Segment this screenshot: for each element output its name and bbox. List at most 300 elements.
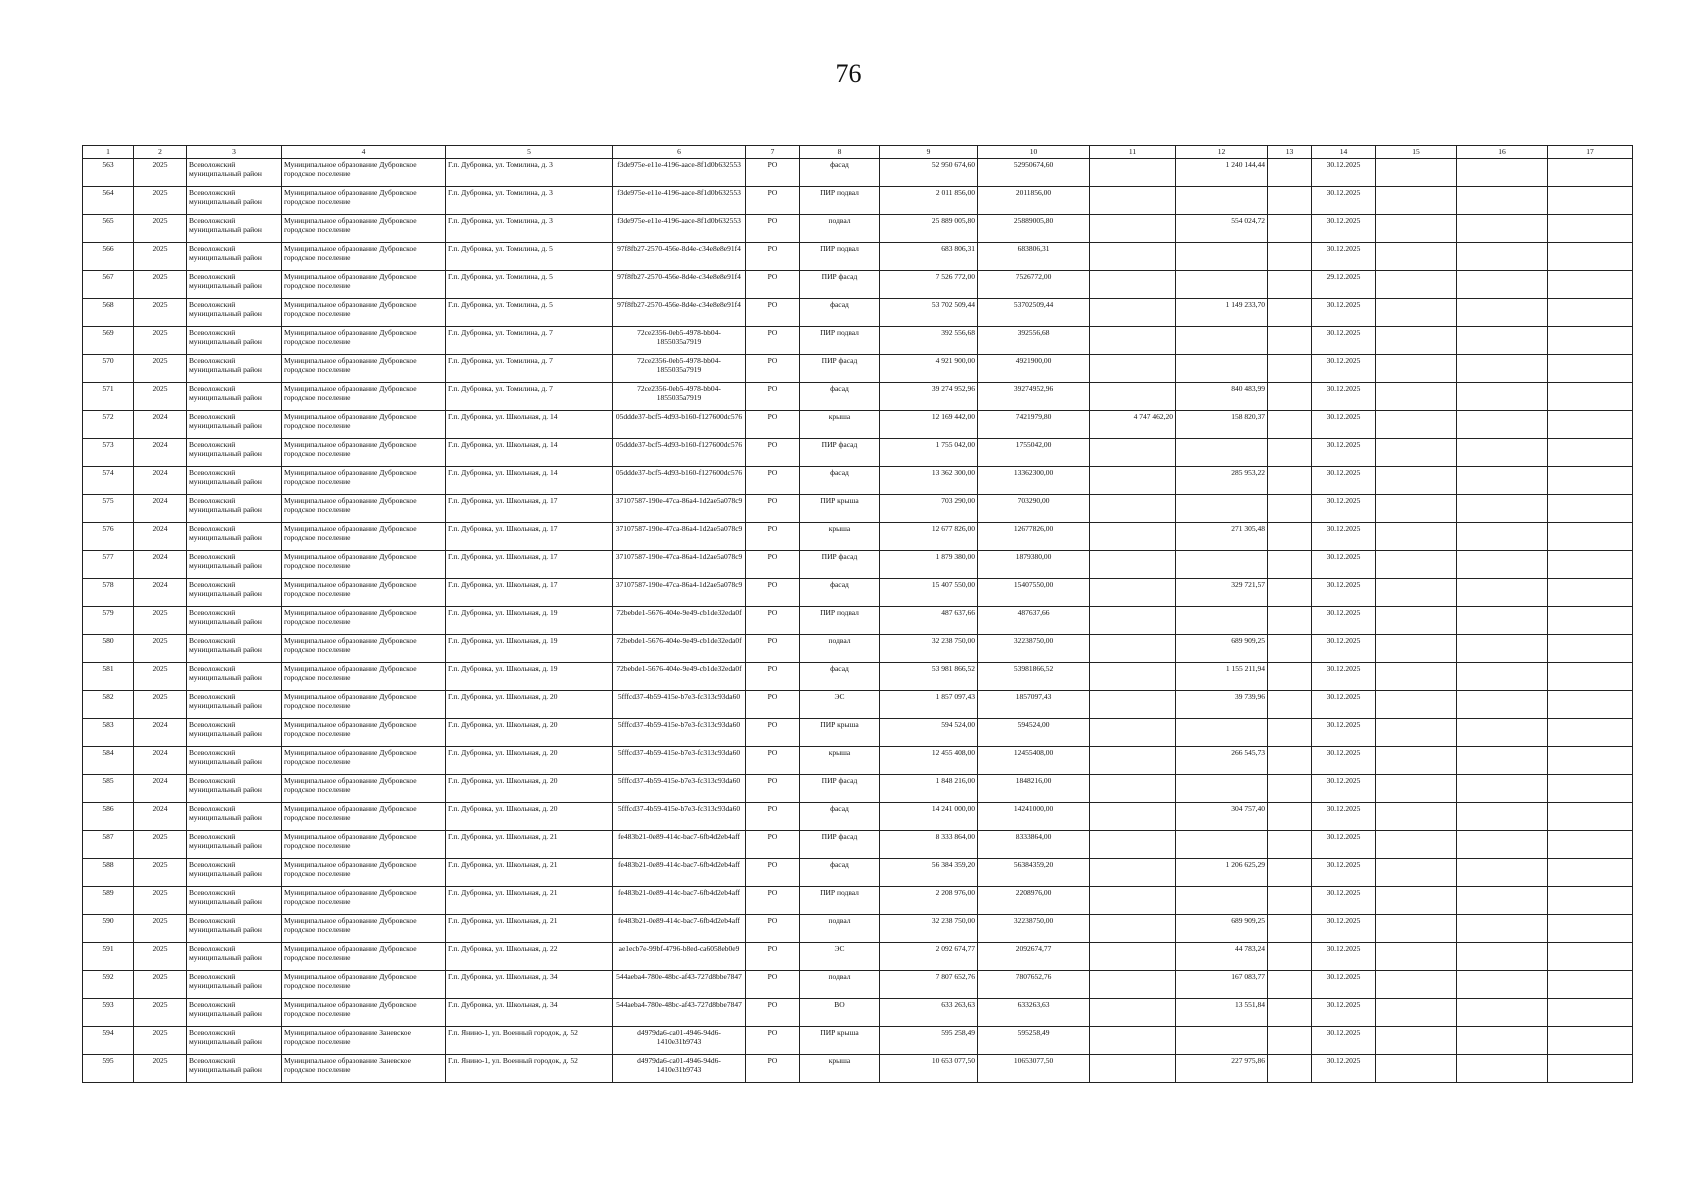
table-cell (1457, 579, 1548, 607)
table-cell (1268, 159, 1312, 187)
table-cell: Г.п. Дубровка, ул. Школьная, д. 17 (446, 551, 613, 579)
table-cell (1548, 187, 1633, 215)
table-row (83, 187, 1633, 215)
table-cell (1090, 383, 1176, 411)
table-cell: 30.12.2025 (1312, 383, 1376, 411)
table-cell (1376, 635, 1457, 663)
table-cell: РО (746, 327, 800, 355)
table-cell: 30.12.2025 (1312, 243, 1376, 271)
table-cell: 44 783,24 (1176, 943, 1268, 971)
table-cell: Всеволожский муниципальный район (187, 551, 282, 579)
table-cell: фасад (800, 159, 880, 187)
table-cell: 37107587-190e-47ca-86a4-1d2ae5a078c9 (613, 523, 746, 551)
table-cell (1548, 159, 1633, 187)
table-cell: f3de975e-e11e-4196-aace-8f1d0b632553 (613, 159, 746, 187)
table-cell: Г.п. Дубровка, ул. Томилина, д. 7 (446, 355, 613, 383)
table-cell: РО (746, 187, 800, 215)
table-cell (1176, 327, 1268, 355)
table-cell: 544aeba4-780e-48bc-af43-727d8bbe7847 (613, 999, 746, 1027)
table-cell: 30.12.2025 (1312, 803, 1376, 831)
table-cell: Г.п. Дубровка, ул. Школьная, д. 21 (446, 859, 613, 887)
table-cell: ПИР подвал (800, 187, 880, 215)
column-header: 10 (978, 146, 1090, 159)
table-header-row (83, 146, 1633, 159)
table-cell (1268, 747, 1312, 775)
table-cell: 2025 (134, 355, 187, 383)
table-cell (1268, 411, 1312, 439)
table-cell: 582 (83, 691, 134, 719)
table-cell (1090, 607, 1176, 635)
table-cell: 1 848 216,00 (880, 775, 978, 803)
table-row (83, 859, 1633, 887)
table-cell: ПИР крыша (800, 1027, 880, 1055)
table-cell: РО (746, 859, 800, 887)
table-cell: Всеволожский муниципальный район (187, 271, 282, 299)
table-cell: фасад (800, 467, 880, 495)
column-header: 1 (83, 146, 134, 159)
table-row (83, 1027, 1633, 1055)
table-cell: 30.12.2025 (1312, 299, 1376, 327)
table-cell (1376, 187, 1457, 215)
table-cell: РО (746, 915, 800, 943)
table-cell: 56384359,20 (978, 859, 1090, 887)
column-header: 9 (880, 146, 978, 159)
table-cell: Муниципальное образование Дубровское городское поселение (282, 439, 446, 467)
table-cell (1176, 887, 1268, 915)
table-cell: фасад (800, 579, 880, 607)
table-cell (1548, 719, 1633, 747)
table-cell (1268, 719, 1312, 747)
table-cell: ПИР фасад (800, 831, 880, 859)
table-cell (1548, 915, 1633, 943)
table-cell: 7 807 652,76 (880, 971, 978, 999)
table-row (83, 663, 1633, 691)
table-cell: РО (746, 831, 800, 859)
table-cell: Всеволожский муниципальный район (187, 607, 282, 635)
column-header: 7 (746, 146, 800, 159)
table-cell: 53 981 866,52 (880, 663, 978, 691)
table-cell: 392 556,68 (880, 327, 978, 355)
table-cell (1548, 355, 1633, 383)
table-cell: 39274952,96 (978, 383, 1090, 411)
table-cell (1457, 355, 1548, 383)
table-cell: Всеволожский муниципальный район (187, 775, 282, 803)
table-cell: 52 950 674,60 (880, 159, 978, 187)
table-cell (1548, 691, 1633, 719)
table-cell (1457, 439, 1548, 467)
table-cell: 167 083,77 (1176, 971, 1268, 999)
table-cell (1548, 971, 1633, 999)
table-cell (1176, 831, 1268, 859)
table-cell: Всеволожский муниципальный район (187, 327, 282, 355)
table-cell: Всеволожский муниципальный район (187, 691, 282, 719)
table-cell: Г.п. Дубровка, ул. Школьная, д. 34 (446, 999, 613, 1027)
table-cell: Муниципальное образование Дубровское городское поселение (282, 887, 446, 915)
table-cell (1176, 187, 1268, 215)
table-cell (1090, 803, 1176, 831)
table-cell (1268, 607, 1312, 635)
table-cell: Всеволожский муниципальный район (187, 859, 282, 887)
table-row (83, 1055, 1633, 1083)
table-cell: 2024 (134, 411, 187, 439)
table-cell: 581 (83, 663, 134, 691)
table-cell: 05ddde37-bcf5-4d93-b160-f127600dc576 (613, 467, 746, 495)
table-cell: РО (746, 887, 800, 915)
table-cell (1457, 271, 1548, 299)
table-cell: 590 (83, 915, 134, 943)
table-cell: 30.12.2025 (1312, 1027, 1376, 1055)
table-cell: 570 (83, 355, 134, 383)
table-cell (1548, 747, 1633, 775)
table-cell: Всеволожский муниципальный район (187, 523, 282, 551)
table-cell (1376, 383, 1457, 411)
table-cell: Муниципальное образование Дубровское городское поселение (282, 159, 446, 187)
table-cell: РО (746, 243, 800, 271)
table-cell: 578 (83, 579, 134, 607)
table-cell: 564 (83, 187, 134, 215)
table-cell: РО (746, 439, 800, 467)
table-cell: Г.п. Дубровка, ул. Школьная, д. 21 (446, 915, 613, 943)
table-cell (1090, 523, 1176, 551)
table-cell: 10 653 077,50 (880, 1055, 978, 1083)
table-cell: 12455408,00 (978, 747, 1090, 775)
table-row (83, 215, 1633, 243)
table-cell (1376, 943, 1457, 971)
column-header: 12 (1176, 146, 1268, 159)
table-cell: 32238750,00 (978, 915, 1090, 943)
table-cell (1268, 579, 1312, 607)
table-cell: 30.12.2025 (1312, 551, 1376, 579)
table-cell (1090, 859, 1176, 887)
table-cell (1268, 635, 1312, 663)
table-cell (1268, 215, 1312, 243)
table-cell (1268, 887, 1312, 915)
table-cell (1268, 187, 1312, 215)
table-cell: 30.12.2025 (1312, 971, 1376, 999)
table-cell: РО (746, 551, 800, 579)
table-cell: 571 (83, 383, 134, 411)
table-cell (1090, 467, 1176, 495)
table-cell (1376, 243, 1457, 271)
table-cell (1548, 383, 1633, 411)
table-cell: d4979da6-ca01-4946-94d6-1410e31b9743 (613, 1055, 746, 1083)
table-cell (1376, 859, 1457, 887)
table-cell (1376, 299, 1457, 327)
table-cell: Всеволожский муниципальный район (187, 803, 282, 831)
table-row (83, 299, 1633, 327)
table-cell: Всеволожский муниципальный район (187, 299, 282, 327)
table-cell: 1 149 233,70 (1176, 299, 1268, 327)
table-cell (1268, 691, 1312, 719)
table-cell (1376, 1027, 1457, 1055)
table-cell: Муниципальное образование Дубровское городское поселение (282, 187, 446, 215)
table-cell: 12 455 408,00 (880, 747, 978, 775)
table-cell (1176, 495, 1268, 523)
table-cell: 72bebde1-5676-404e-9e49-cb1de32eda0f (613, 607, 746, 635)
table-cell: ПИР фасад (800, 271, 880, 299)
table-cell (1090, 887, 1176, 915)
table-cell: 30.12.2025 (1312, 215, 1376, 243)
table-cell (1090, 327, 1176, 355)
table-cell (1457, 243, 1548, 271)
table-cell: 594 524,00 (880, 719, 978, 747)
table-row (83, 607, 1633, 635)
table-cell (1090, 747, 1176, 775)
table-cell: Г.п. Дубровка, ул. Томилина, д. 5 (446, 271, 613, 299)
table-cell: 97f8fb27-2570-456e-8d4e-c34e8e8e91f4 (613, 243, 746, 271)
table-cell (1376, 355, 1457, 383)
table-cell: Муниципальное образование Дубровское городское поселение (282, 551, 446, 579)
table-cell: Г.п. Янино-1, ул. Военный городок, д. 52 (446, 1027, 613, 1055)
column-header: 6 (613, 146, 746, 159)
table-cell: 53981866,52 (978, 663, 1090, 691)
table-cell: Муниципальное образование Дубровское городское поселение (282, 355, 446, 383)
table-cell: Муниципальное образование Дубровское городское поселение (282, 943, 446, 971)
table-cell: РО (746, 1055, 800, 1083)
table-cell: ПИР фасад (800, 775, 880, 803)
table-cell: 703290,00 (978, 495, 1090, 523)
table-cell: 25889005,80 (978, 215, 1090, 243)
table-cell: 72bebde1-5676-404e-9e49-cb1de32eda0f (613, 635, 746, 663)
table-cell (1176, 439, 1268, 467)
table-cell: 5fffcd37-4b59-415e-b7e3-fc313c93da60 (613, 803, 746, 831)
table-cell (1268, 383, 1312, 411)
table-cell: 2025 (134, 971, 187, 999)
table-cell: 12677826,00 (978, 523, 1090, 551)
table-cell: 8 333 864,00 (880, 831, 978, 859)
table-cell (1090, 215, 1176, 243)
table-cell: РО (746, 355, 800, 383)
table-cell: Г.п. Дубровка, ул. Школьная, д. 14 (446, 411, 613, 439)
table-cell: 703 290,00 (880, 495, 978, 523)
table-cell: Всеволожский муниципальный район (187, 467, 282, 495)
table-cell: Муниципальное образование Дубровское городское поселение (282, 299, 446, 327)
table-cell: фасад (800, 803, 880, 831)
table-cell: 4921900,00 (978, 355, 1090, 383)
table-cell (1376, 691, 1457, 719)
table-cell: 7421979,80 (978, 411, 1090, 439)
table-cell: Муниципальное образование Дубровское городское поселение (282, 663, 446, 691)
table-cell: 304 757,40 (1176, 803, 1268, 831)
table-cell: Г.п. Дубровка, ул. Томилина, д. 5 (446, 299, 613, 327)
table-cell: РО (746, 971, 800, 999)
table-cell: Г.п. Дубровка, ул. Томилина, д. 5 (446, 243, 613, 271)
table-cell: Муниципальное образование Дубровское городское поселение (282, 719, 446, 747)
table-cell: Всеволожский муниципальный район (187, 243, 282, 271)
table-cell: 285 953,22 (1176, 467, 1268, 495)
table-cell: РО (746, 691, 800, 719)
table-cell: 30.12.2025 (1312, 691, 1376, 719)
table-cell: Г.п. Дубровка, ул. Школьная, д. 14 (446, 467, 613, 495)
table-cell: РО (746, 383, 800, 411)
table-cell: ae1ecb7e-99bf-4796-b8ed-ca6058eb0e9 (613, 943, 746, 971)
table-cell (1457, 943, 1548, 971)
table-row (83, 243, 1633, 271)
table-cell (1268, 831, 1312, 859)
table-row (83, 915, 1633, 943)
table-cell: 577 (83, 551, 134, 579)
table-cell (1176, 775, 1268, 803)
table-cell (1457, 495, 1548, 523)
table-cell: 13362300,00 (978, 467, 1090, 495)
table-cell: 10653077,50 (978, 1055, 1090, 1083)
table-cell: РО (746, 663, 800, 691)
table-cell: 689 909,25 (1176, 915, 1268, 943)
table-cell: подвал (800, 635, 880, 663)
table-cell (1457, 775, 1548, 803)
table-cell: 633263,63 (978, 999, 1090, 1027)
table-cell: 576 (83, 523, 134, 551)
table-cell: 30.12.2025 (1312, 579, 1376, 607)
table-cell (1376, 1055, 1457, 1083)
table-cell: 2025 (134, 243, 187, 271)
table-cell: ПИР фасад (800, 551, 880, 579)
table-cell: Г.п. Дубровка, ул. Школьная, д. 14 (446, 439, 613, 467)
table-cell: 586 (83, 803, 134, 831)
table-cell (1090, 943, 1176, 971)
table-cell (1268, 551, 1312, 579)
table-cell: 392556,68 (978, 327, 1090, 355)
table-cell: Муниципальное образование Дубровское городское поселение (282, 467, 446, 495)
column-header: 5 (446, 146, 613, 159)
table-cell (1376, 439, 1457, 467)
column-header: 8 (800, 146, 880, 159)
table-cell: 585 (83, 775, 134, 803)
column-header: 15 (1376, 146, 1457, 159)
table-cell (1457, 915, 1548, 943)
table-cell: 2024 (134, 803, 187, 831)
table-cell (1268, 1055, 1312, 1083)
table-cell: ПИР крыша (800, 495, 880, 523)
table-cell (1268, 943, 1312, 971)
table-cell: Муниципальное образование Дубровское городское поселение (282, 327, 446, 355)
table-cell: Г.п. Дубровка, ул. Школьная, д. 21 (446, 887, 613, 915)
table-cell (1090, 355, 1176, 383)
table-row (83, 775, 1633, 803)
table-row (83, 971, 1633, 999)
table-cell: крыша (800, 1055, 880, 1083)
column-header: 13 (1268, 146, 1312, 159)
table-cell: Муниципальное образование Дубровское городское поселение (282, 971, 446, 999)
table-cell (1548, 439, 1633, 467)
table-cell (1176, 607, 1268, 635)
table-cell: 72ce2356-0eb5-4978-bb04-1855035a7919 (613, 327, 746, 355)
table-cell (1376, 327, 1457, 355)
table-cell: 573 (83, 439, 134, 467)
table-cell (1548, 775, 1633, 803)
table-cell: fe483b21-0e89-414c-bac7-6fb4d2eb4aff (613, 859, 746, 887)
table-cell (1548, 943, 1633, 971)
table-cell: 2 011 856,00 (880, 187, 978, 215)
table-cell: Всеволожский муниципальный район (187, 663, 282, 691)
table-cell: Муниципальное образование Дубровское городское поселение (282, 635, 446, 663)
table-cell (1548, 327, 1633, 355)
table-cell: Муниципальное образование Дубровское городское поселение (282, 775, 446, 803)
table-cell: РО (746, 495, 800, 523)
table-cell (1376, 551, 1457, 579)
table-cell (1268, 243, 1312, 271)
table-cell (1457, 747, 1548, 775)
table-cell: 7807652,76 (978, 971, 1090, 999)
table-cell: f3de975e-e11e-4196-aace-8f1d0b632553 (613, 187, 746, 215)
table-cell: 5fffcd37-4b59-415e-b7e3-fc313c93da60 (613, 691, 746, 719)
table-cell: 591 (83, 943, 134, 971)
table-row (83, 411, 1633, 439)
table-cell: 4 747 462,20 (1090, 411, 1176, 439)
table-row (83, 551, 1633, 579)
table-cell (1376, 523, 1457, 551)
table-cell (1268, 327, 1312, 355)
table-cell (1376, 971, 1457, 999)
table-cell (1548, 495, 1633, 523)
table-cell: Г.п. Дубровка, ул. Школьная, д. 19 (446, 635, 613, 663)
table-cell: 32 238 750,00 (880, 635, 978, 663)
table-cell (1457, 635, 1548, 663)
table-cell: 5fffcd37-4b59-415e-b7e3-fc313c93da60 (613, 747, 746, 775)
table-cell: крыша (800, 523, 880, 551)
table-cell: 487 637,66 (880, 607, 978, 635)
table-cell: 1848216,00 (978, 775, 1090, 803)
table-cell (1457, 187, 1548, 215)
table-cell (1376, 887, 1457, 915)
table-cell: 15407550,00 (978, 579, 1090, 607)
table-cell (1376, 747, 1457, 775)
table-cell: 30.12.2025 (1312, 663, 1376, 691)
table-cell: Всеволожский муниципальный район (187, 747, 282, 775)
table-cell: 2024 (134, 551, 187, 579)
table-cell: 589 (83, 887, 134, 915)
table-cell: 840 483,99 (1176, 383, 1268, 411)
table-cell: Г.п. Дубровка, ул. Школьная, д. 19 (446, 607, 613, 635)
table-cell: Всеволожский муниципальный район (187, 187, 282, 215)
table-cell: 8333864,00 (978, 831, 1090, 859)
column-header: 11 (1090, 146, 1176, 159)
table-cell (1376, 803, 1457, 831)
table-cell: Г.п. Дубровка, ул. Школьная, д. 20 (446, 719, 613, 747)
table-cell: 271 305,48 (1176, 523, 1268, 551)
table-cell: 574 (83, 467, 134, 495)
table-cell (1090, 439, 1176, 467)
table-cell: Всеволожский муниципальный район (187, 215, 282, 243)
table-cell: РО (746, 943, 800, 971)
table-cell (1268, 971, 1312, 999)
table-cell: Муниципальное образование Дубровское городское поселение (282, 383, 446, 411)
table-cell: 2024 (134, 523, 187, 551)
table-cell (1268, 299, 1312, 327)
table-cell: 593 (83, 999, 134, 1027)
table-cell (1268, 859, 1312, 887)
table-cell: Муниципальное образование Дубровское городское поселение (282, 831, 446, 859)
table-cell: 30.12.2025 (1312, 943, 1376, 971)
table-cell: 30.12.2025 (1312, 775, 1376, 803)
table-cell: 30.12.2025 (1312, 327, 1376, 355)
table-cell (1548, 831, 1633, 859)
table-cell: 32 238 750,00 (880, 915, 978, 943)
table-cell: ВО (800, 999, 880, 1027)
table-cell (1268, 467, 1312, 495)
table-cell: 568 (83, 299, 134, 327)
table-cell: Всеволожский муниципальный район (187, 495, 282, 523)
table-cell: 2025 (134, 271, 187, 299)
table-cell: РО (746, 1027, 800, 1055)
table-cell (1457, 467, 1548, 495)
table-cell: ПИР подвал (800, 887, 880, 915)
table-cell: 2025 (134, 187, 187, 215)
table-cell (1376, 495, 1457, 523)
table-cell: 2025 (134, 299, 187, 327)
table-cell: Муниципальное образование Дубровское городское поселение (282, 803, 446, 831)
table-cell (1376, 999, 1457, 1027)
